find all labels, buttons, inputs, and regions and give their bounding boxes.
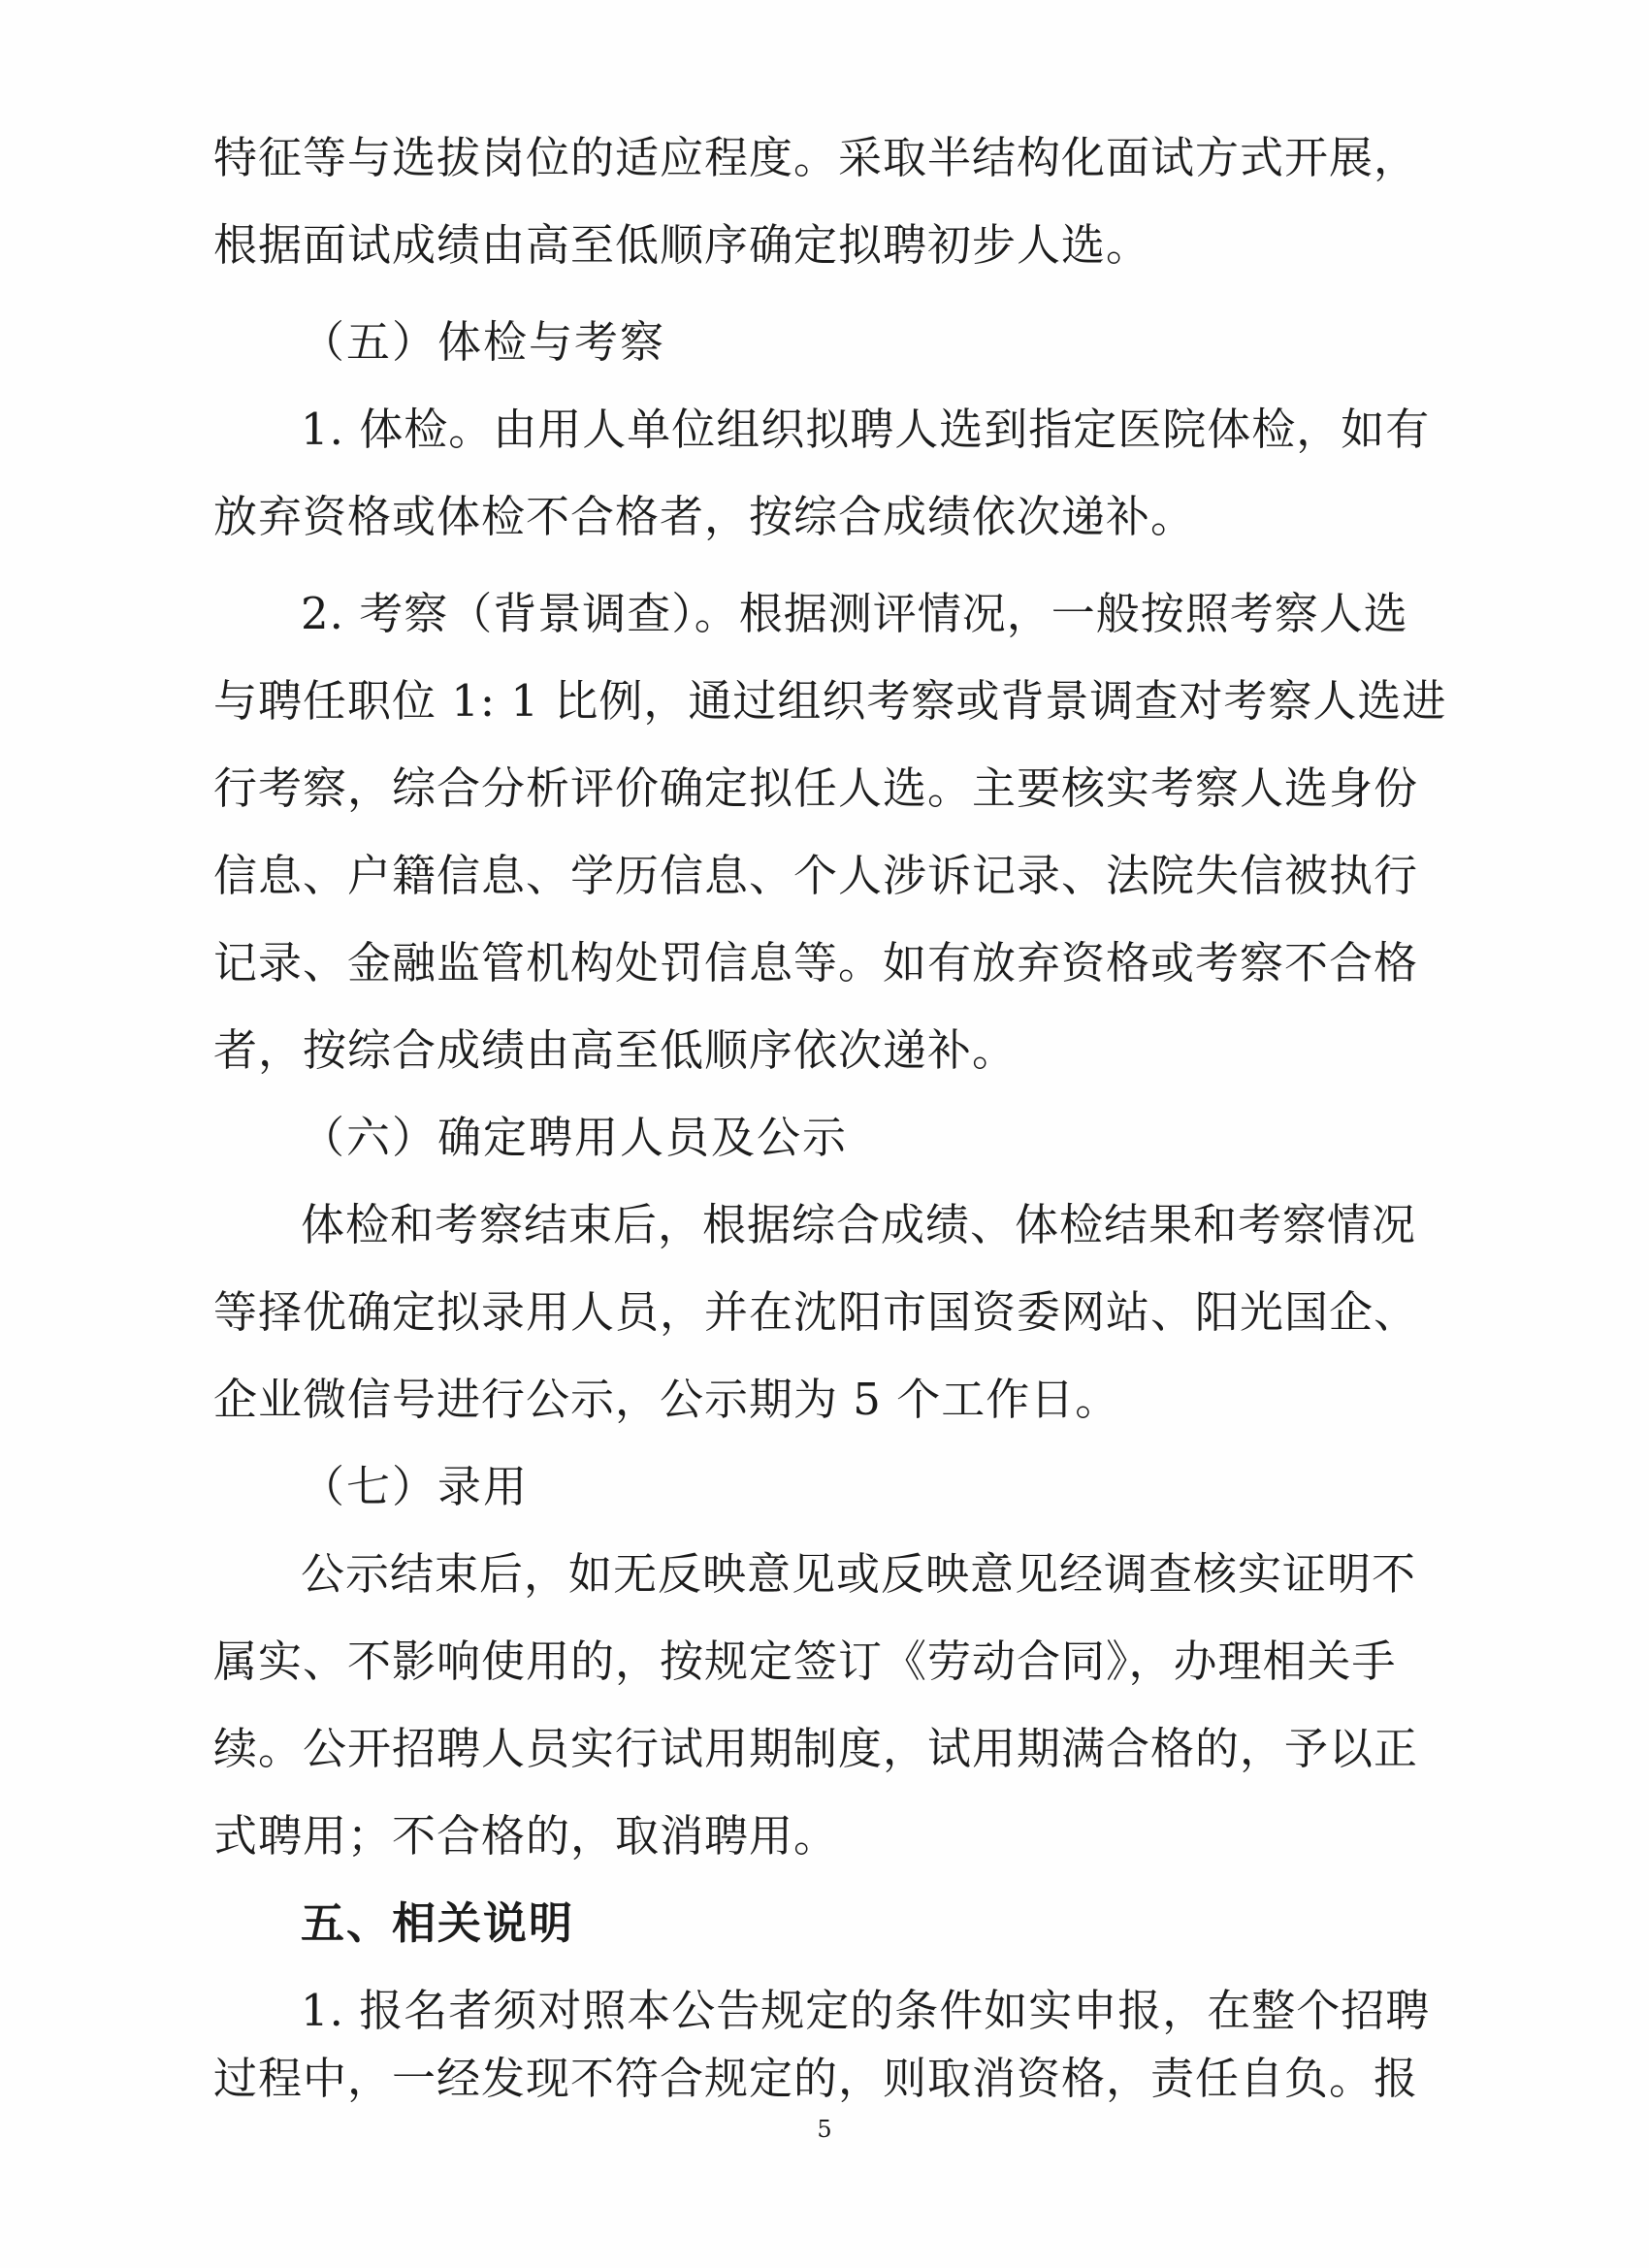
subheading-employment: （七）录用	[301, 1461, 530, 1512]
text-line: 续。公开招聘人员实行试用期制度，试用期满合格的，予以正	[213, 1723, 1419, 1774]
text-line: 特征等与选拔岗位的适应程度。采取半结构化面试方式开展，	[213, 132, 1419, 183]
text-line: 记录、金融监管机构处罚信息等。如有放弃资格或考察不合格	[213, 937, 1419, 988]
text-line: 1. 报名者须对照本公告规定的条件如实申报，在整个招聘	[301, 1985, 1431, 2036]
text-line: 2. 考察（背景调查）。根据测评情况，一般按照考察人选	[301, 588, 1408, 639]
subheading-physical-exam-and-inspection: （五）体检与考察	[301, 316, 666, 368]
text-line: 公示结束后，如无反映意见或反映意见经调查核实证明不	[301, 1548, 1417, 1600]
text-line: 过程中，一经发现不符合规定的，则取消资格，责任自负。报	[213, 2053, 1419, 2104]
text-line: 体检和考察结束后，根据综合成绩、体检结果和考察情况	[301, 1199, 1417, 1250]
text-line: 与聘任职位 1: 1 比例，通过组织考察或背景调查对考察人选进	[213, 675, 1447, 727]
text-line: 根据面试成绩由高至低顺序确定拟聘初步人选。	[213, 219, 1151, 271]
text-line: 1. 体检。由用人单位组织拟聘人选到指定医院体检，如有	[301, 404, 1431, 455]
text-line: 者，按综合成绩由高至低顺序依次递补。	[213, 1024, 1018, 1076]
text-line: 等择优确定拟录用人员，并在沈阳市国资委网站、阳光国企、	[213, 1286, 1419, 1338]
text-line: 企业微信号进行公示，公示期为 5 个工作日。	[213, 1374, 1120, 1425]
section-heading-related-notes: 五、相关说明	[301, 1897, 575, 1949]
text-line: 属实、不影响使用的，按规定签订《劳动合同》，办理相关手	[213, 1636, 1397, 1687]
text-line: 信息、户籍信息、学历信息、个人涉诉记录、法院失信被执行	[213, 850, 1419, 901]
subheading-confirm-hiring-and-publicity: （六）确定聘用人员及公示	[301, 1112, 849, 1163]
text-line: 放弃资格或体检不合格者，按综合成绩依次递补。	[213, 491, 1196, 542]
text-line: 行考察，综合分析评价确定拟任人选。主要核实考察人选身份	[213, 762, 1419, 814]
text-line: 式聘用；不合格的，取消聘用。	[213, 1810, 839, 1862]
page-number: 5	[817, 2116, 832, 2143]
